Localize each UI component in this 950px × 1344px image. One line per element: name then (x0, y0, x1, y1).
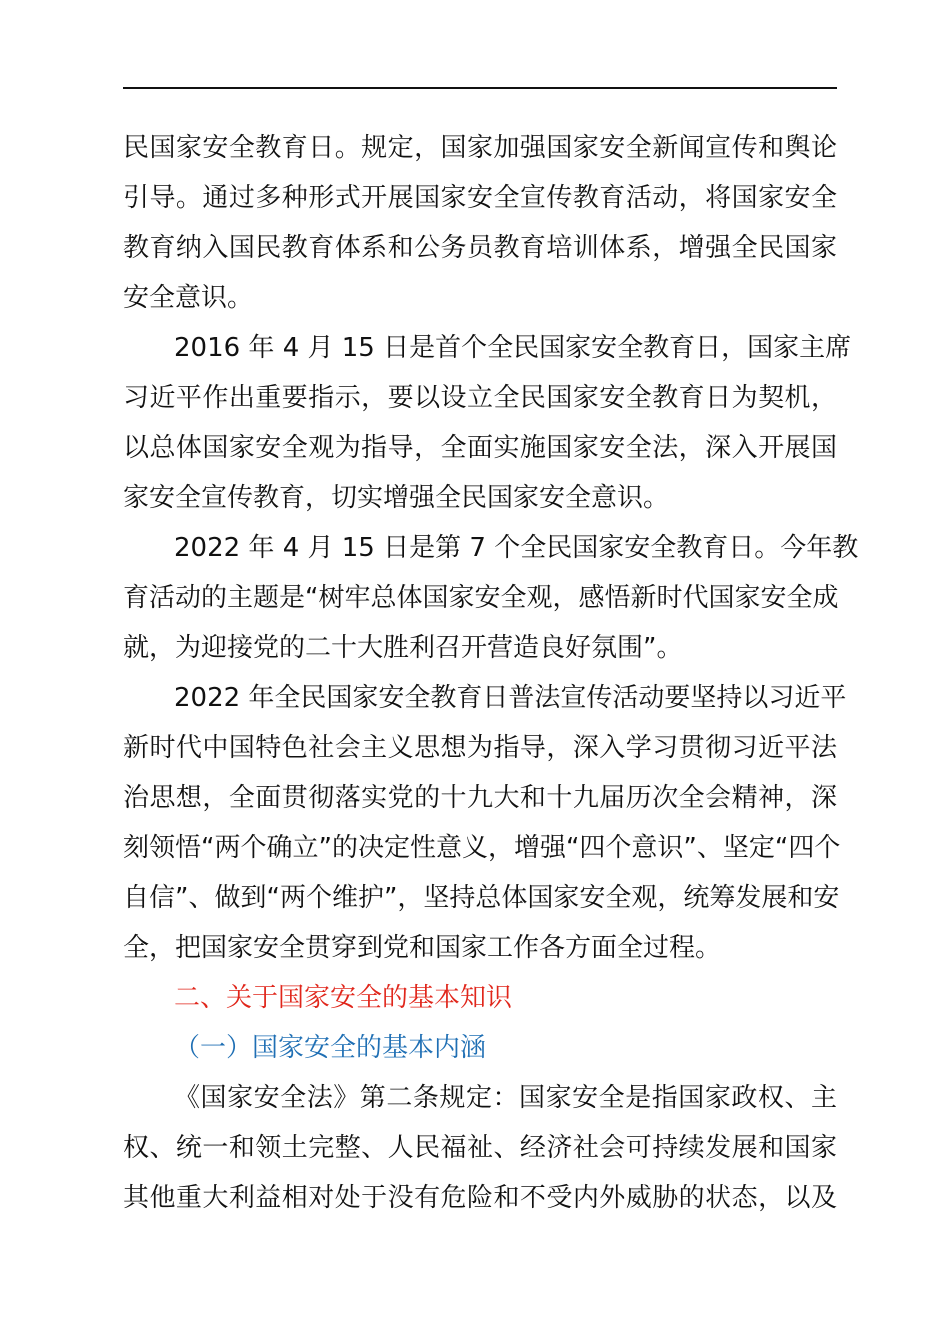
paragraph-line: 教育纳入国民教育体系和公务员教育培训体系，增强全民国家 (123, 233, 837, 263)
paragraph-line: 刻领悟“两个确立”的决定性意义，增强“四个意识”、坚定“四个 (123, 833, 841, 863)
paragraph-line: 以总体国家安全观为指导，全面实施国家安全法，深入开展国 (123, 433, 837, 463)
paragraph-line: 其他重大利益相对处于没有危险和不受内外威胁的状态，以及 (123, 1183, 837, 1213)
paragraph-line: 2022 年 4 月 15 日是第 7 个全民国家安全教育日。今年教 (174, 533, 859, 563)
paragraph-line: 安全意识。 (123, 283, 254, 313)
paragraph-line: 引导。通过多种形式开展国家安全宣传教育活动，将国家安全 (123, 183, 837, 213)
subsection-heading: （一）国家安全的基本内涵 (174, 1033, 487, 1063)
paragraph-line: 治思想，全面贯彻落实党的十九大和十九届历次全会精神，深 (123, 783, 837, 813)
paragraph-line: 全，把国家安全贯穿到党和国家工作各方面全过程。 (123, 933, 722, 963)
paragraph-line: 家安全宣传教育，切实增强全民国家安全意识。 (123, 483, 670, 513)
paragraph-line: 就，为迎接党的二十大胜利召开营造良好氛围”。 (123, 633, 683, 663)
paragraph-line: 权、统一和领土完整、人民福祉、经济社会可持续发展和国家 (123, 1133, 837, 1163)
paragraph-line: 2016 年 4 月 15 日是首个全民国家安全教育日，国家主席 (174, 333, 852, 363)
paragraph-line: 2022 年全民国家安全教育日普法宣传活动要坚持以习近平 (174, 683, 847, 713)
paragraph-line: 自信”、做到“两个维护”，坚持总体国家安全观，统筹发展和安 (123, 883, 840, 913)
paragraph-line: 民国家安全教育日。规定，国家加强国家安全新闻宣传和舆论 (123, 133, 837, 163)
section-heading: 二、关于国家安全的基本知识 (174, 983, 513, 1013)
paragraph-line: 习近平作出重要指示，要以设立全民国家安全教育日为契机， (123, 383, 837, 413)
paragraph-line: 新时代中国特色社会主义思想为指导，深入学习贯彻习近平法 (123, 733, 837, 763)
header-rule (123, 87, 837, 89)
paragraph-line: 育活动的主题是“树牢总体国家安全观，感悟新时代国家安全成 (123, 583, 839, 613)
paragraph-line: 《国家安全法》第二条规定：国家安全是指国家政权、主 (174, 1083, 837, 1113)
